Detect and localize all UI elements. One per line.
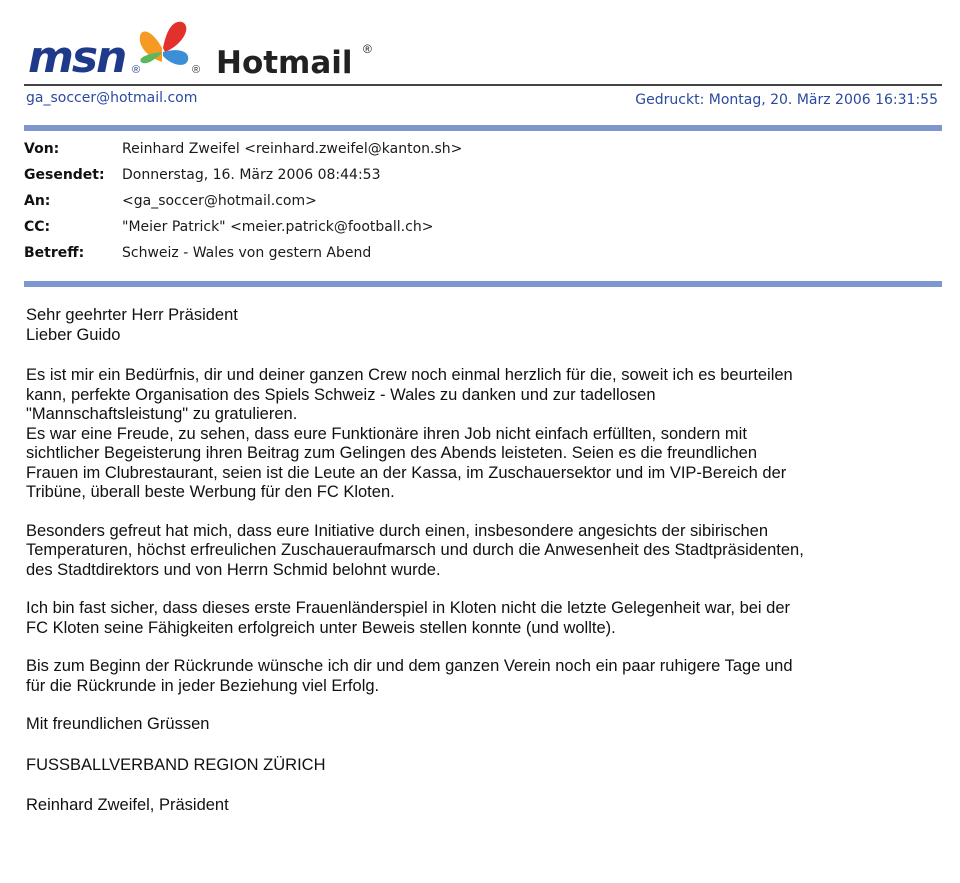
- header-label: An:: [24, 193, 51, 209]
- msn-registered-mark: ®: [132, 64, 141, 76]
- header-divider: [24, 84, 942, 86]
- closing-line: Mit freundlichen Grüssen: [26, 715, 210, 733]
- message-headers: [24, 136, 924, 266]
- paragraph-line: sichtlicher Begeisterung ihren Beitrag zum Gelingen des Abends leisteten. Seien es die freundlichen: [26, 444, 758, 462]
- header-value: Donnerstag, 16. März 2006 08:44:53: [122, 167, 381, 183]
- paragraph-line: Tribüne, überall beste Werbung für den FC Kloten.: [26, 483, 395, 501]
- header-accent-bar: [24, 125, 942, 131]
- header-label: Von:: [24, 141, 60, 157]
- header-label: CC:: [24, 219, 51, 235]
- hotmail-registered-mark: ®: [363, 42, 372, 56]
- body-paragraph: [26, 522, 931, 581]
- paragraph-line: Besonders gefreut hat mich, dass eure Initiative durch einen, insbesondere angesichts der sibirischen: [26, 521, 769, 540]
- organization-name: FUSSBALLVERBAND REGION ZÜRICH: [26, 755, 326, 774]
- header-cc: [24, 214, 924, 240]
- salutation-line: Sehr geehrter Herr Präsident: [26, 306, 238, 324]
- header-sent: [24, 162, 924, 188]
- body-accent-bar: [24, 281, 942, 287]
- hotmail-wordmark: Hotmail: [216, 45, 353, 81]
- header-value: Reinhard Zweifel <reinhard.zweifel@kanton.sh>: [122, 141, 463, 157]
- account-email: ga_soccer@hotmail.com: [26, 90, 198, 106]
- header-value: Schweiz - Wales von gestern Abend: [122, 245, 372, 261]
- salutation-line: Lieber Guido: [26, 325, 121, 344]
- header-value: "Meier Patrick" <meier.patrick@football.ch>: [122, 219, 434, 235]
- paragraph-line: für die Rückrunde in jeder Beziehung viel Erfolg.: [26, 676, 380, 695]
- paragraph-line: des Stadtdirektors und von Herrn Schmid belohnt wurde.: [26, 560, 441, 579]
- msn-wordmark: msn: [28, 32, 126, 83]
- paragraph-line: Es ist mir ein Bedürfnis, dir und deiner ganzen Crew noch einmal herzlich für die, soweit ich es beurteilen: [26, 366, 793, 384]
- header-subject: [24, 240, 924, 266]
- printed-timestamp: Gedruckt: Montag, 20. März 2006 16:31:55: [635, 92, 938, 108]
- paragraph-line: "Mannschaftsleistung" zu gratulieren.: [26, 405, 298, 423]
- header-label: Gesendet:: [24, 167, 105, 183]
- paragraph-line: kann, perfekte Organisation des Spiels Schweiz - Wales zu danken und zur tadellosen: [26, 385, 656, 404]
- paragraph-line: Bis zum Beginn der Rückrunde wünsche ich dir und dem ganzen Verein noch ein paar ruhigere Tage und: [26, 657, 793, 675]
- paragraph-line: Frauen im Clubrestaurant, seien ist die Leute an der Kassa, im Zuschauersektor und im VIP-Bereich der: [26, 463, 787, 482]
- message-body: [26, 306, 931, 816]
- paragraph-line: Ich bin fast sicher, dass dieses erste Frauenländerspiel in Kloten nicht die letzte Gelegenheit war, bei der: [26, 599, 791, 617]
- body-paragraph: [26, 599, 931, 638]
- msn-butterfly-icon: [132, 18, 194, 68]
- msn-hotmail-logo: [28, 18, 448, 83]
- body-paragraph: [26, 366, 931, 503]
- paragraph-line: Es war eine Freude, zu sehen, dass eure Funktionäre ihren Job nicht einfach erfüllten, sondern mit: [26, 424, 747, 443]
- paragraph-line: Temperaturen, höchst erfreulichen Zuschaueraufmarsch und durch die Anwesenheit des Stadtpräsidenten,: [26, 541, 804, 559]
- signature-line: Reinhard Zweifel, Präsident: [26, 796, 229, 814]
- paragraph-line: FC Kloten seine Fähigkeiten erfolgreich unter Beweis stellen konnte (und wollte).: [26, 618, 616, 637]
- header-value: <ga_soccer@hotmail.com>: [122, 193, 317, 209]
- msn-registered-dot: ®: [192, 64, 201, 76]
- header-to: [24, 188, 924, 214]
- body-paragraph: [26, 657, 931, 696]
- header-from: [24, 136, 924, 162]
- header-label: Betreff:: [24, 245, 85, 261]
